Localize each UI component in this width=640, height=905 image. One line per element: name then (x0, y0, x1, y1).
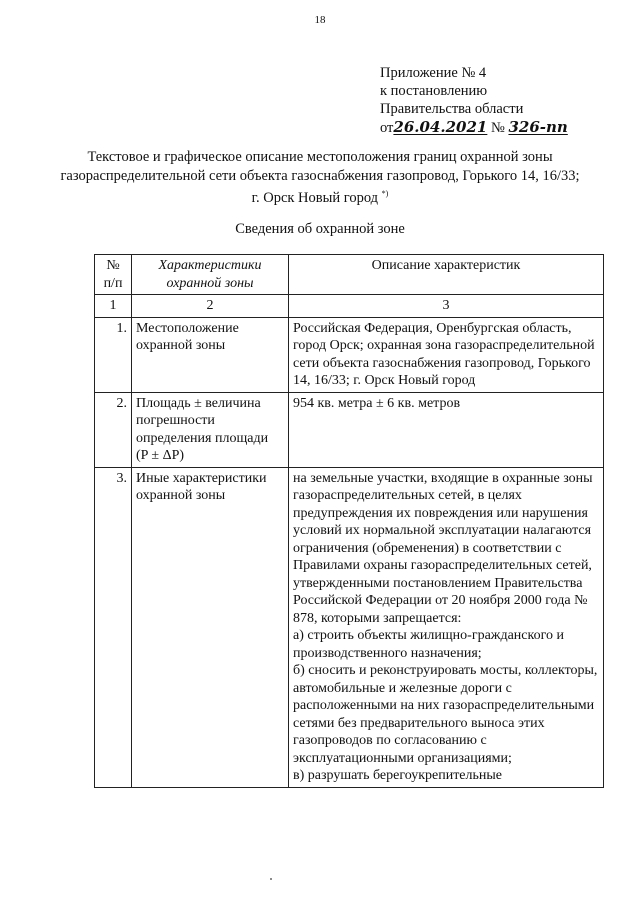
row-characteristic: Иные характеристики охранной зоны (132, 467, 289, 787)
header-characteristic: Характеристики охранной зоны (132, 255, 289, 295)
header-number: № п/п (95, 255, 132, 295)
appendix-block (380, 64, 568, 137)
section-subtitle: Сведения об охранной зоне (235, 221, 405, 237)
row-number: 2. (95, 392, 132, 467)
table-row (95, 467, 604, 787)
row-number: 3. (95, 467, 132, 787)
appendix-line-2: к постановлению (380, 83, 488, 99)
row-number: 1. (95, 317, 132, 392)
table-row (95, 317, 604, 392)
scan-dot (270, 878, 272, 880)
description-item-a: а) строить объекты жилищно-гражданского и производственного назначения; (293, 628, 564, 661)
appendix-date-line (380, 118, 568, 137)
row-characteristic: Местоположение охранной зоны (132, 317, 289, 392)
table-header-row (95, 255, 604, 295)
table-row (95, 392, 604, 467)
header-description: Описание характеристик (289, 255, 604, 295)
zone-info-table (94, 254, 604, 788)
description-item-c: в) разрушать берегоукрепительные (293, 768, 503, 783)
handwritten-number: 326-пп (508, 118, 568, 136)
footnote-mark: *) (381, 189, 389, 198)
column-number: 1 (95, 295, 132, 318)
row-description (289, 467, 604, 787)
row-characteristic: Площадь ± величина погрешности определения площади (P ± ΔP) (132, 392, 289, 467)
page-number: 18 (314, 14, 326, 26)
date-prefix: от (380, 120, 394, 136)
title-text: Текстовое и графическое описание местоположения границ охранной зоны газораспределительной сети объекта газоснабжения газопровод, Горького 14, 16/33; г. Орск Новый город (60, 149, 580, 206)
number-prefix: № (490, 120, 505, 136)
row-description: Российская Федерация, Оренбургская область, город Орск; охранная зона газораспределительной сети объекта газоснабжения газопровод, Горького 14, 16/33; г. Орск Новый город (289, 317, 604, 392)
handwritten-date: 26.04.2021 (393, 118, 488, 136)
column-number-row (95, 295, 604, 318)
row-description: 954 кв. метра ± 6 кв. метров (289, 392, 604, 467)
column-number: 2 (132, 295, 289, 318)
description-paragraph: на земельные участки, входящие в охранные зоны газораспределительных сетей, в целях предупреждения их повреждения или нарушения условий их нормальной эксплуатации налагаются ограничения (обременения) в соответствии с Правилами охраны газораспределительных сетей, утвержденными постановлением Правительства Российской Федерации от 20 ноября 2000 года № 878, которыми запрещается: (293, 470, 593, 626)
appendix-line-1: Приложение № 4 (380, 65, 487, 81)
column-number: 3 (289, 295, 604, 318)
description-item-b: б) сносить и реконструировать мосты, коллекторы, автомобильные и железные дороги с расположенными на них газораспределительными сетями без предварительного выноса этих газопроводов по согласованию с эксплуатационными организациями; (293, 663, 598, 766)
appendix-line-3: Правительства области (380, 101, 524, 117)
document-title (60, 148, 580, 207)
